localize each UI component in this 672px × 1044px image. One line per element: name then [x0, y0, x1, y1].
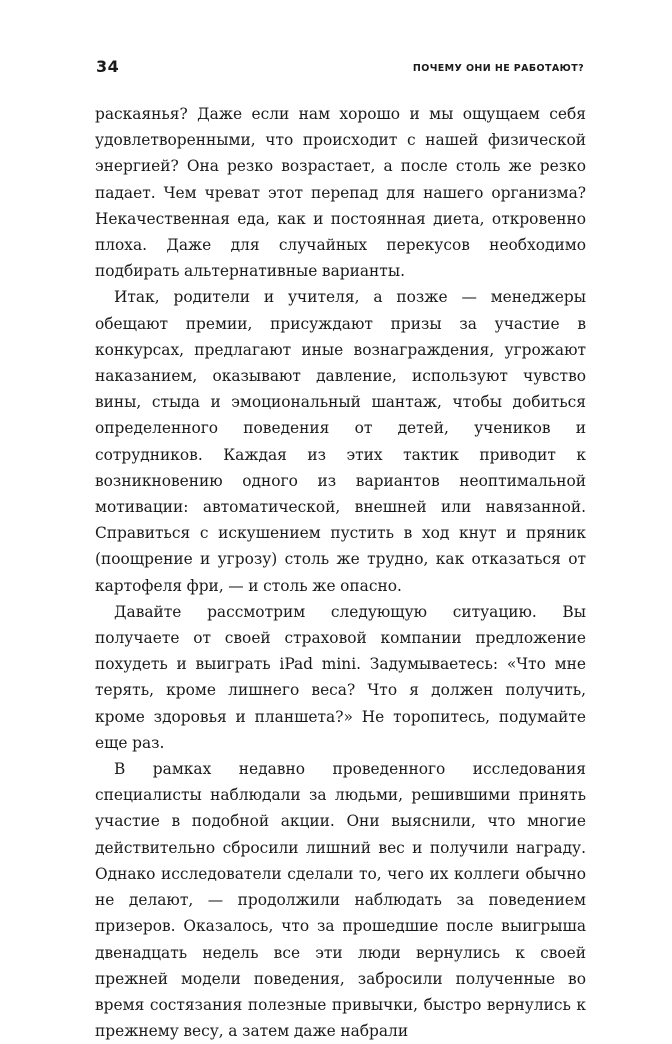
- page-header: [96, 51, 584, 75]
- paragraph-2: Итак, родители и учителя, а позже — менеджеры обещают премии, присуждают призы за участие в конкурсах, предлагают иные вознаграждения, угрожают наказанием, оказывают давление, используют чувство вины, стыда и эмоциональный шантаж, чтобы добиться определенного поведения от детей, учеников и сотрудников. Каждая из этих тактик приводит к возникновению одного из вариантов неоптимальной мотивации: автоматической, внешней или навязанной. Справиться с искушением пустить в ход кнут и пряник (поощрение и угрозу) столь же трудно, как отказаться от картофеля фри, — и столь же опасно.: [95, 288, 586, 595]
- paragraph-1: раскаянья? Даже если нам хорошо и мы ощущаем себя удовлетворенными, что происходит с нашей физической энергией? Она резко возрастает, а после столь же резко падает. Чем чреват этот перепад для нашего организма? Некачественная еда, как и постоянная диета, откровенно плоха. Даже для случайных перекусов необходимо подбирать альтернативные варианты.: [95, 105, 586, 281]
- paragraph-4: В рамках недавно проведенного исследования специалисты наблюдали за людьми, решившими принять участие в подобной акции. Они выяснили, что многие действительно сбросили лишний вес и получили награду. Однако исследователи сделали то, чего их коллеги обычно не делают, — продолжили наблюдать за поведением призеров. Оказалось, что за прошедшие после выигрыша двенадцать недель все эти люди вернулись к своей прежней модели поведения, забросили полученные во время состязания полезные привычки, быстро вернулись к прежнему весу, а затем даже набрали: [95, 760, 586, 1041]
- body-text: [95, 101, 586, 1044]
- paragraph-3: Давайте рассмотрим следующую ситуацию. Вы получаете от своей страховой компании предложение похудеть и выиграть iPad mini. Задумываетесь: «Что мне терять, кроме лишнего веса? Что я должен получить, кроме здоровья и планшета?» Не торопитесь, подумайте еще раз.: [95, 602, 586, 752]
- page-number: 34: [96, 57, 120, 76]
- running-head: ПОЧЕМУ ОНИ НЕ РАБОТАЮТ?: [412, 62, 584, 74]
